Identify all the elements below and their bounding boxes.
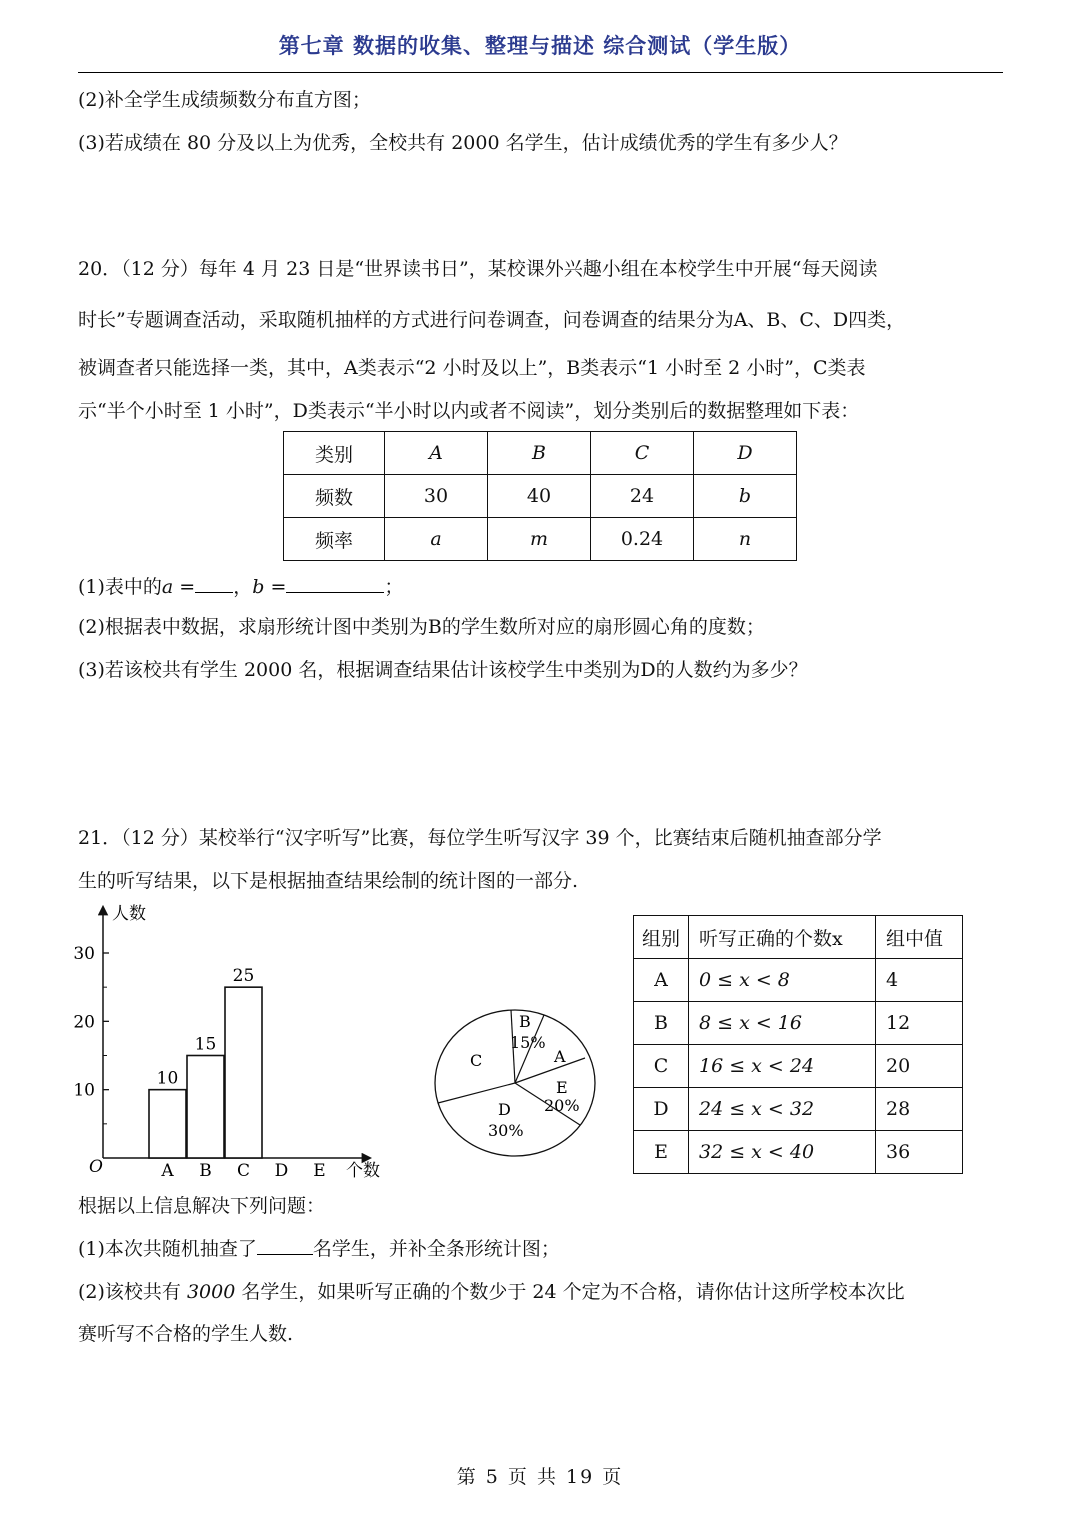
table-cell: 28 <box>876 1088 963 1131</box>
origin-label: O <box>89 1157 103 1177</box>
table-cell: C <box>591 432 694 475</box>
pie-slice-label-d: D <box>498 1100 511 1119</box>
y-tick-label: 30 <box>73 944 95 964</box>
q20-line3: 被调查者只能选择一类，其中，A类表示“2 小时及以上”，B类表示“1 小时至 2 小时”，C类表 <box>78 357 866 379</box>
table-cell: 40 <box>488 475 591 518</box>
table-row <box>634 959 963 1002</box>
q19-part3: (3)若成绩在 80 分及以上为优秀，全校共有 2000 名学生，估计成绩优秀的学生有多少人？ <box>78 132 848 154</box>
q21-part2-a: (2)该校共有 <box>78 1281 187 1303</box>
table-cell: b <box>694 475 797 518</box>
y-axis-label: 人数 <box>112 904 146 924</box>
answer-blank-a[interactable] <box>195 574 233 593</box>
table-cell: 36 <box>876 1131 963 1174</box>
table-cell: D <box>634 1088 689 1131</box>
table-row <box>634 916 963 959</box>
table-cell: 12 <box>876 1002 963 1045</box>
q21-part2-line2: 赛听写不合格的学生人数. <box>78 1323 294 1345</box>
bar-value-label: 15 <box>194 1034 217 1055</box>
bar-value-label: 10 <box>156 1068 179 1089</box>
table-row <box>634 1045 963 1088</box>
table-cell: 0.24 <box>591 518 694 561</box>
table-cell: E <box>634 1131 689 1174</box>
q20-part2: (2)根据表中数据，求扇形统计图中类别为B的学生数所对应的扇形圆心角的度数； <box>78 616 765 638</box>
student-total: 3000 <box>186 1281 236 1303</box>
table-row <box>634 1088 963 1131</box>
page-header-title: 第七章 数据的收集、整理与描述 综合测试（学生版） <box>278 34 802 58</box>
table-row <box>284 432 797 475</box>
table-cell: n <box>694 518 797 561</box>
q21-group-table <box>633 915 963 1174</box>
x-tick-label: D <box>274 1161 289 1181</box>
table-row <box>634 1131 963 1174</box>
q21-line1: 21．（12 分）某校举行“汉字听写”比赛，每位学生听写汉字 39 个，比赛结束后随机抽查部分学 <box>78 827 882 849</box>
pie-slice-pct-e: 20% <box>544 1096 580 1115</box>
table-cell: 0 ≤ x < 8 <box>689 959 876 1002</box>
table-cell: D <box>694 432 797 475</box>
q21-part1 <box>78 1236 560 1261</box>
x-tick-label: B <box>199 1161 212 1181</box>
table-cell: 30 <box>385 475 488 518</box>
equals-sign: = <box>173 576 196 598</box>
table-cell: 4 <box>876 959 963 1002</box>
table-cell: A <box>385 432 488 475</box>
table-cell: 24 <box>591 475 694 518</box>
var-b: b <box>252 576 265 598</box>
q21-line2: 生的听写结果，以下是根据抽查结果绘制的统计图的一部分. <box>78 870 579 892</box>
x-axis-label: 个数 <box>346 1161 380 1181</box>
table-cell: 32 ≤ x < 40 <box>689 1131 876 1174</box>
table-cell: A <box>634 959 689 1002</box>
table-cell: B <box>634 1002 689 1045</box>
q20-part3: (3)若该校共有学生 2000 名，根据调查结果估计该校学生中类别为D的人数约为多少？ <box>78 659 808 681</box>
q20-line1: 20．（12 分）每年 4 月 23 日是“世界读书日”，某校课外兴趣小组在本校学生中开展“每天阅读 <box>78 258 878 280</box>
q20-line2: 时长”专题调查活动，采取随机抽样的方式进行问卷调查，问卷调查的结果分为A、B、C、D四类， <box>78 309 906 331</box>
bar-value-label: 25 <box>232 966 255 987</box>
x-tick-label: C <box>236 1161 251 1181</box>
x-tick-label: A <box>161 1161 174 1181</box>
q19-part2: (2)补全学生成绩频数分布直方图； <box>78 89 371 111</box>
table-cell: C <box>634 1045 689 1088</box>
semicolon: ； <box>384 576 404 598</box>
table-cell: 20 <box>876 1045 963 1088</box>
q20-part1 <box>78 574 403 599</box>
q21-part1-suffix: 名学生，并补全条形统计图； <box>312 1238 560 1260</box>
pie-slice-label-e: E <box>556 1078 568 1097</box>
bar-c <box>225 987 262 1158</box>
x-tick-label: E <box>313 1161 326 1181</box>
table-row <box>634 1002 963 1045</box>
table-row <box>284 518 797 561</box>
table-header-cell: 听写正确的个数x <box>689 916 876 959</box>
q20-frequency-table <box>283 431 797 561</box>
q20-part1-prefix: (1)表中的 <box>78 576 162 598</box>
table-header-cell: 组中值 <box>876 916 963 959</box>
table-cell: 16 ≤ x < 24 <box>689 1045 876 1088</box>
pie-slice-label-c: C <box>470 1051 483 1070</box>
bar-a <box>149 1090 186 1158</box>
answer-blank-count[interactable] <box>257 1236 313 1255</box>
bar-b <box>187 1056 224 1159</box>
answer-blank-b[interactable] <box>286 574 384 593</box>
table-cell: m <box>488 518 591 561</box>
q21-intro: 根据以上信息解决下列问题： <box>78 1195 326 1217</box>
equals-sign: = <box>264 576 287 598</box>
table-cell: 24 ≤ x < 32 <box>689 1088 876 1131</box>
table-cell: a <box>385 518 488 561</box>
page-number: 第 5 页 共 19 页 <box>456 1466 624 1488</box>
table-cell: 频数 <box>284 475 385 518</box>
y-tick-label: 10 <box>73 1080 95 1101</box>
q20-line4: 示“半个小时至 1 小时”，D类表示“半小时以内或者不阅读”，划分类别后的数据整理如下表： <box>78 400 860 422</box>
header-divider <box>78 72 1003 73</box>
bar-chart <box>70 895 400 1190</box>
table-cell: 频率 <box>284 518 385 561</box>
table-cell: B <box>488 432 591 475</box>
pie-slice-pct-b: 15% <box>510 1033 546 1052</box>
table-cell: 8 ≤ x < 16 <box>689 1002 876 1045</box>
pie-slice-pct-d: 30% <box>488 1121 524 1140</box>
var-a: a <box>161 576 174 598</box>
table-row <box>284 475 797 518</box>
pie-chart <box>430 1000 610 1160</box>
table-cell: 类别 <box>284 432 385 475</box>
pie-slice-label-b: B <box>519 1012 531 1031</box>
table-header-cell: 组别 <box>634 916 689 959</box>
q21-part1-prefix: (1)本次共随机抽查了 <box>78 1238 257 1260</box>
comma: ， <box>233 576 253 598</box>
q21-part2-b: 名学生，如果听写正确的个数少于 24 个定为不合格，请你估计这所学校本次比 <box>235 1281 905 1303</box>
q21-part2-line1 <box>78 1280 905 1304</box>
y-tick-label: 20 <box>73 1012 95 1033</box>
pie-slice-label-a: A <box>554 1047 566 1066</box>
